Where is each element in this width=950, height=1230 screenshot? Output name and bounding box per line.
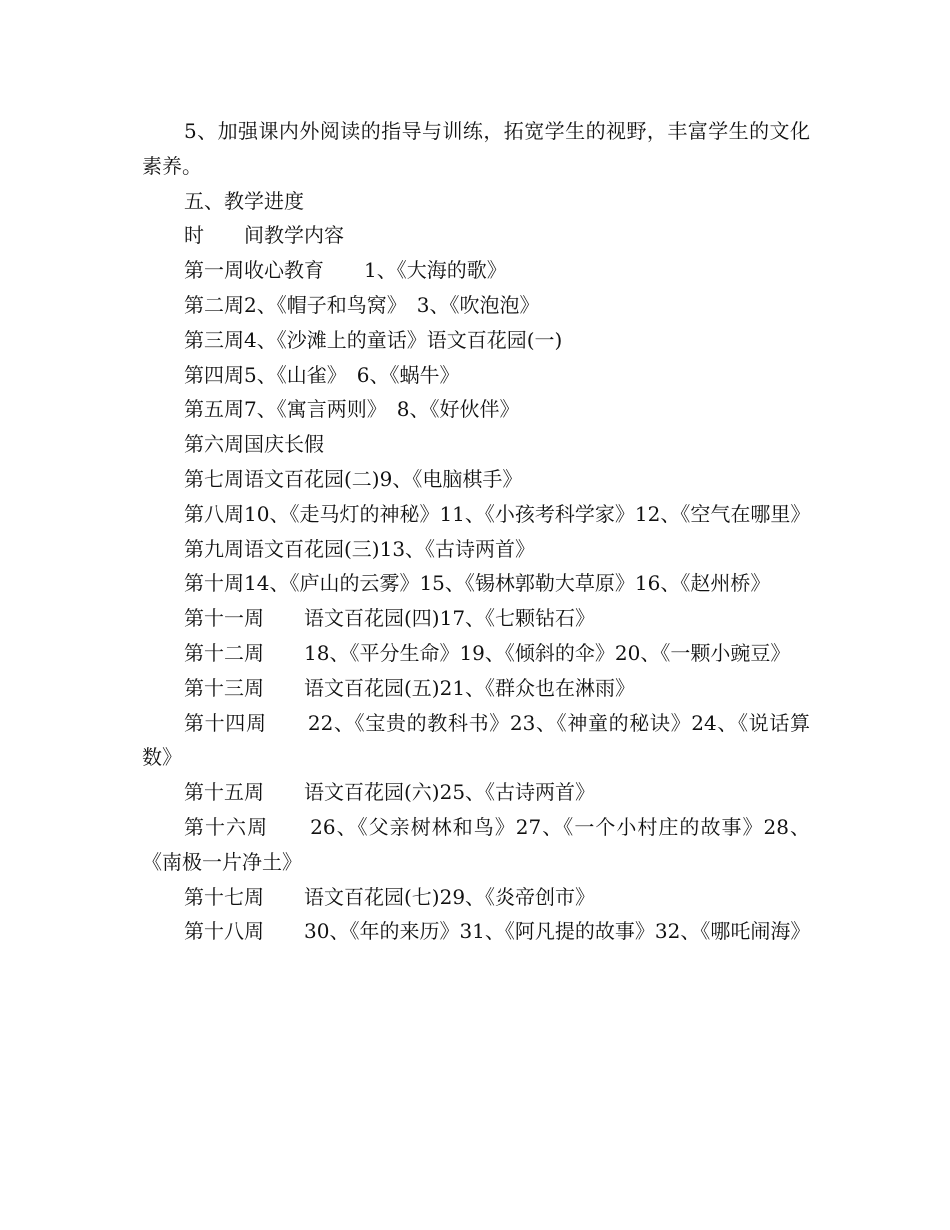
schedule-week-17: 第十七周 语文百花园(七)29、《炎帝创市》 bbox=[184, 884, 596, 909]
schedule-week-9: 第九周语文百花园(三)13、《古诗两首》 bbox=[184, 536, 536, 561]
schedule-week-10: 第十周14、《庐山的云雾》15、《锡林郭勒大草原》16、《赵州桥》 bbox=[184, 571, 771, 596]
schedule-week-5: 第五周7、《寓言两则》 8、《好伙伴》 bbox=[184, 397, 520, 422]
schedule-week-7: 第七周语文百花园(二)9、《电脑棋手》 bbox=[184, 466, 523, 491]
schedule-week-16: 第十六周 26、《父亲树林和鸟》27、《一个小村庄的故事》28、《南极一片净土》 bbox=[142, 814, 810, 874]
schedule-week-4: 第四周5、《山雀》 6、《蜗牛》 bbox=[184, 362, 460, 387]
schedule-week-2: 第二周2、《帽子和鸟窝》 3、《吹泡泡》 bbox=[184, 292, 540, 317]
schedule-week-1: 第一周收心教育 1、《大海的歌》 bbox=[184, 258, 507, 283]
section-heading-teaching-schedule: 五、教学进度 bbox=[184, 188, 304, 213]
schedule-week-14: 第十四周 22、《宝贵的教科书》23、《神童的秘诀》24、《说话算数》 bbox=[142, 710, 810, 770]
schedule-week-6: 第六周国庆长假 bbox=[184, 432, 324, 457]
schedule-week-15: 第十五周 语文百花园(六)25、《古诗两首》 bbox=[184, 780, 596, 805]
schedule-week-11: 第十一周 语文百花园(四)17、《七颗钻石》 bbox=[184, 606, 596, 631]
schedule-week-3: 第三周4、《沙滩上的童话》语文百花园(一) bbox=[184, 327, 563, 352]
schedule-header: 时 间教学内容 bbox=[184, 223, 344, 248]
schedule-week-12: 第十二周 18、《平分生命》19、《倾斜的伞》20、《一颗小豌豆》 bbox=[184, 640, 791, 665]
schedule-week-8: 第八周10、《走马灯的神秘》11、《小孩考科学家》12、《空气在哪里》 bbox=[184, 501, 811, 526]
paragraph-reading-goal: 5、加强课内外阅读的指导与训练，拓宽学生的视野，丰富学生的文化素养。 bbox=[142, 119, 810, 178]
document-body bbox=[142, 114, 810, 949]
schedule-week-13: 第十三周 语文百花园(五)21、《群众也在淋雨》 bbox=[184, 675, 636, 700]
schedule-week-18: 第十八周 30、《年的来历》31、《阿凡提的故事》32、《哪吒闹海》 bbox=[184, 919, 811, 944]
